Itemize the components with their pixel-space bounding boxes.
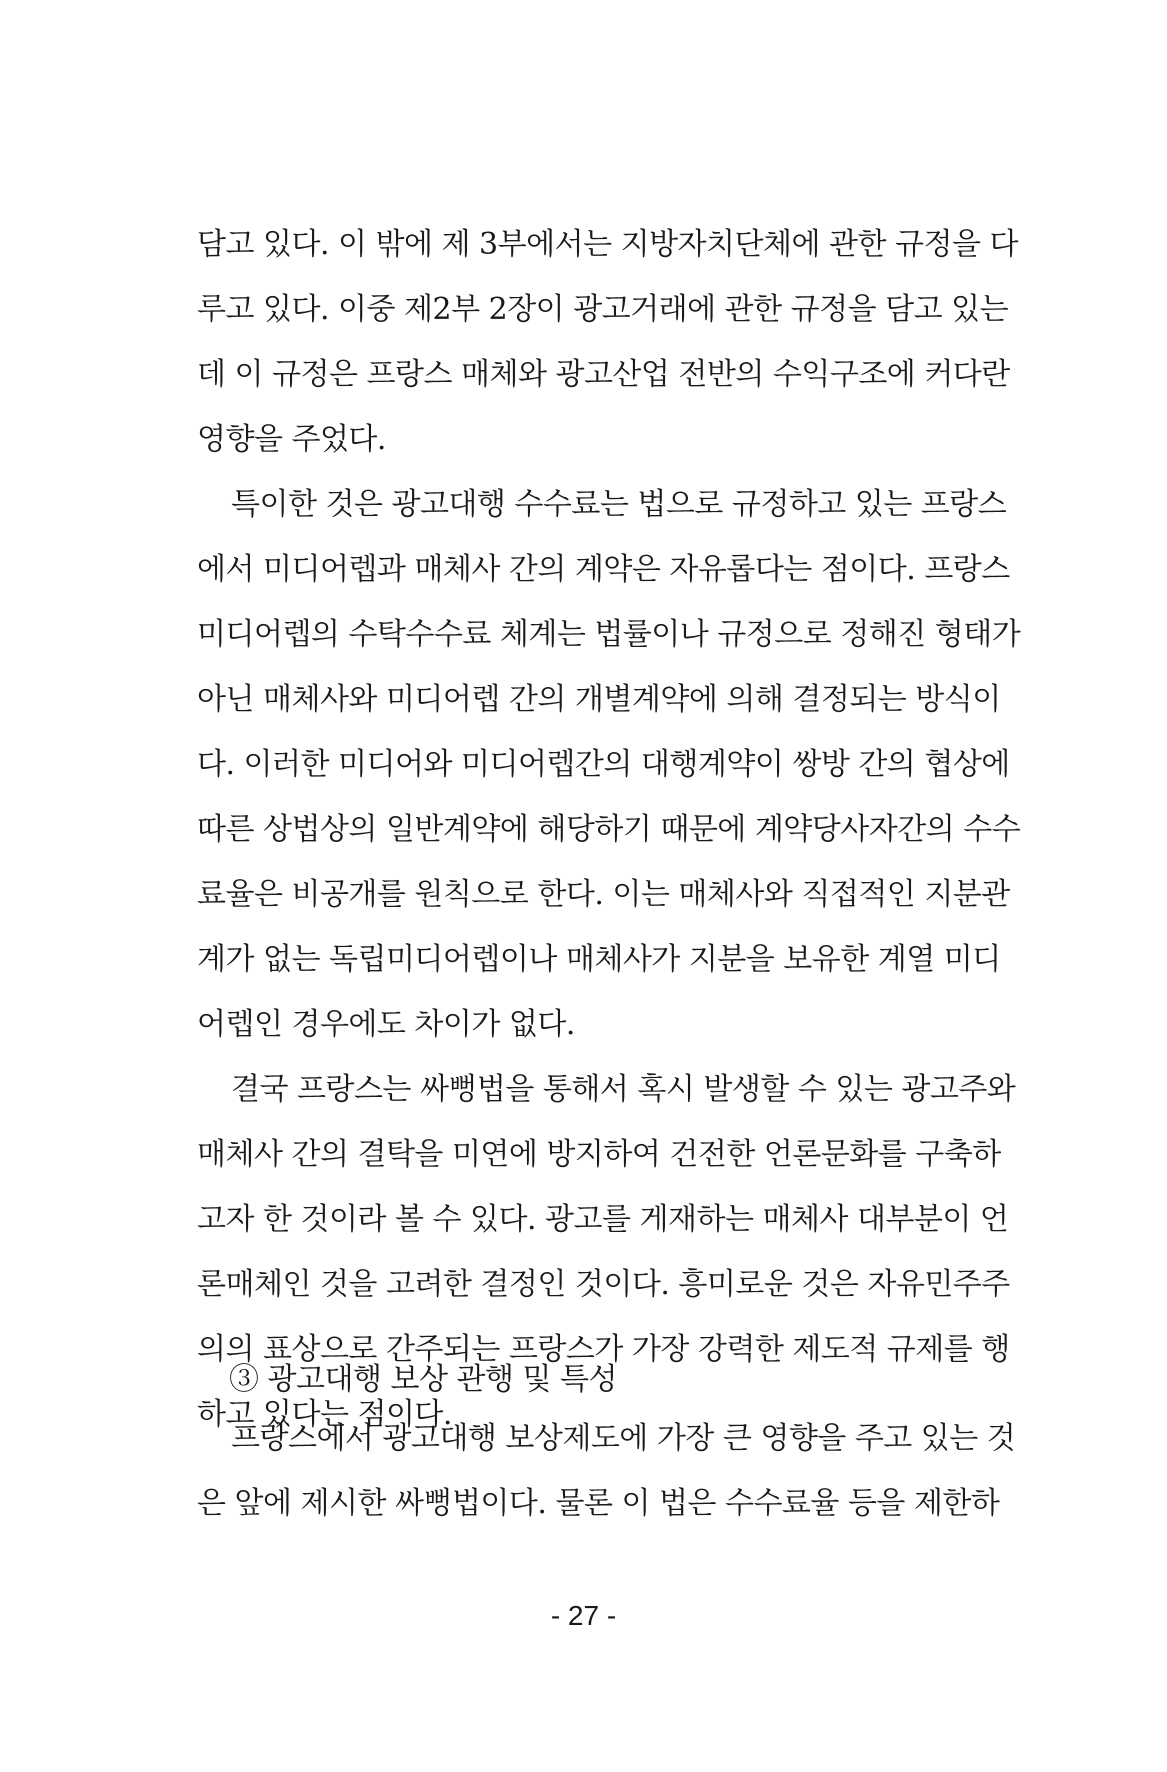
- text-line: 계가 없는 독립미디어렙이나 매체사가 지분을 보유한 계열 미디: [197, 942, 1001, 977]
- text-line: 의의 표상으로 간주되는 프랑스가 가장 강력한 제도적 규제를 행: [197, 1332, 1010, 1367]
- paragraph: [197, 1406, 1016, 1536]
- body-text: [197, 212, 1021, 1447]
- text-line: 매체사 간의 결탁을 미연에 방지하여 건전한 언론문화를 구축하: [197, 1137, 1001, 1172]
- text-line: 아닌 매체사와 미디어렙 간의 개별계약에 의해 결정되는 방식이: [197, 682, 1001, 717]
- text-line: 영향을 주었다.: [197, 422, 386, 457]
- text-line: 료율은 비공개를 원칙으로 한다. 이는 매체사와 직접적인 지분관: [197, 877, 1010, 912]
- page-number: - 27 -: [550, 1600, 617, 1631]
- text-line: 에서 미디어렙과 매체사 간의 계약은 자유롭다는 점이다. 프랑스: [197, 552, 1010, 587]
- text-line: 특이한 것은 광고대행 수수료는 법으로 규정하고 있는 프랑스: [231, 487, 1007, 522]
- text-line: 데 이 규정은 프랑스 매체와 광고산업 전반의 수익구조에 커다란: [197, 357, 1010, 392]
- text-line: 루고 있다. 이중 제2부 2장이 광고거래에 관한 규정을 담고 있는: [197, 292, 1009, 327]
- text-line: 고자 한 것이라 볼 수 있다. 광고를 게재하는 매체사 대부분이 언: [197, 1202, 1009, 1237]
- text-line: 결국 프랑스는 싸뻥법을 통해서 혹시 발생할 수 있는 광고주와: [231, 1072, 1016, 1107]
- text-line: 다. 이러한 미디어와 미디어렙간의 대행계약이 쌍방 간의 협상에: [197, 747, 1010, 782]
- text-line: 은 앞에 제시한 싸뻥법이다. 물론 이 법은 수수료율 등을 제한하: [197, 1486, 1000, 1521]
- section-heading: ③ 광고대행 보상 관행 및 특성: [229, 1362, 617, 1397]
- text-line: 어렙인 경우에도 차이가 없다.: [197, 1007, 575, 1042]
- text-line: 담고 있다. 이 밖에 제 3부에서는 지방자치단체에 관한 규정을 다: [197, 227, 1018, 262]
- paragraph: [197, 212, 1018, 472]
- text-line: 하고 있다는 점이다.: [197, 1397, 452, 1432]
- section-body-text: [197, 1406, 1016, 1536]
- text-line: 따른 상법상의 일반계약에 해당하기 때문에 계약당사자간의 수수: [197, 812, 1021, 847]
- paragraph: [197, 472, 1021, 1057]
- text-line: 프랑스에서 광고대행 보상제도에 가장 큰 영향을 주고 있는 것: [231, 1421, 1016, 1456]
- text-line: 론매체인 것을 고려한 결정인 것이다. 흥미로운 것은 자유민주주: [197, 1267, 1010, 1302]
- text-line: 미디어렙의 수탁수수료 체계는 법률이나 규정으로 정해진 형태가: [197, 617, 1021, 652]
